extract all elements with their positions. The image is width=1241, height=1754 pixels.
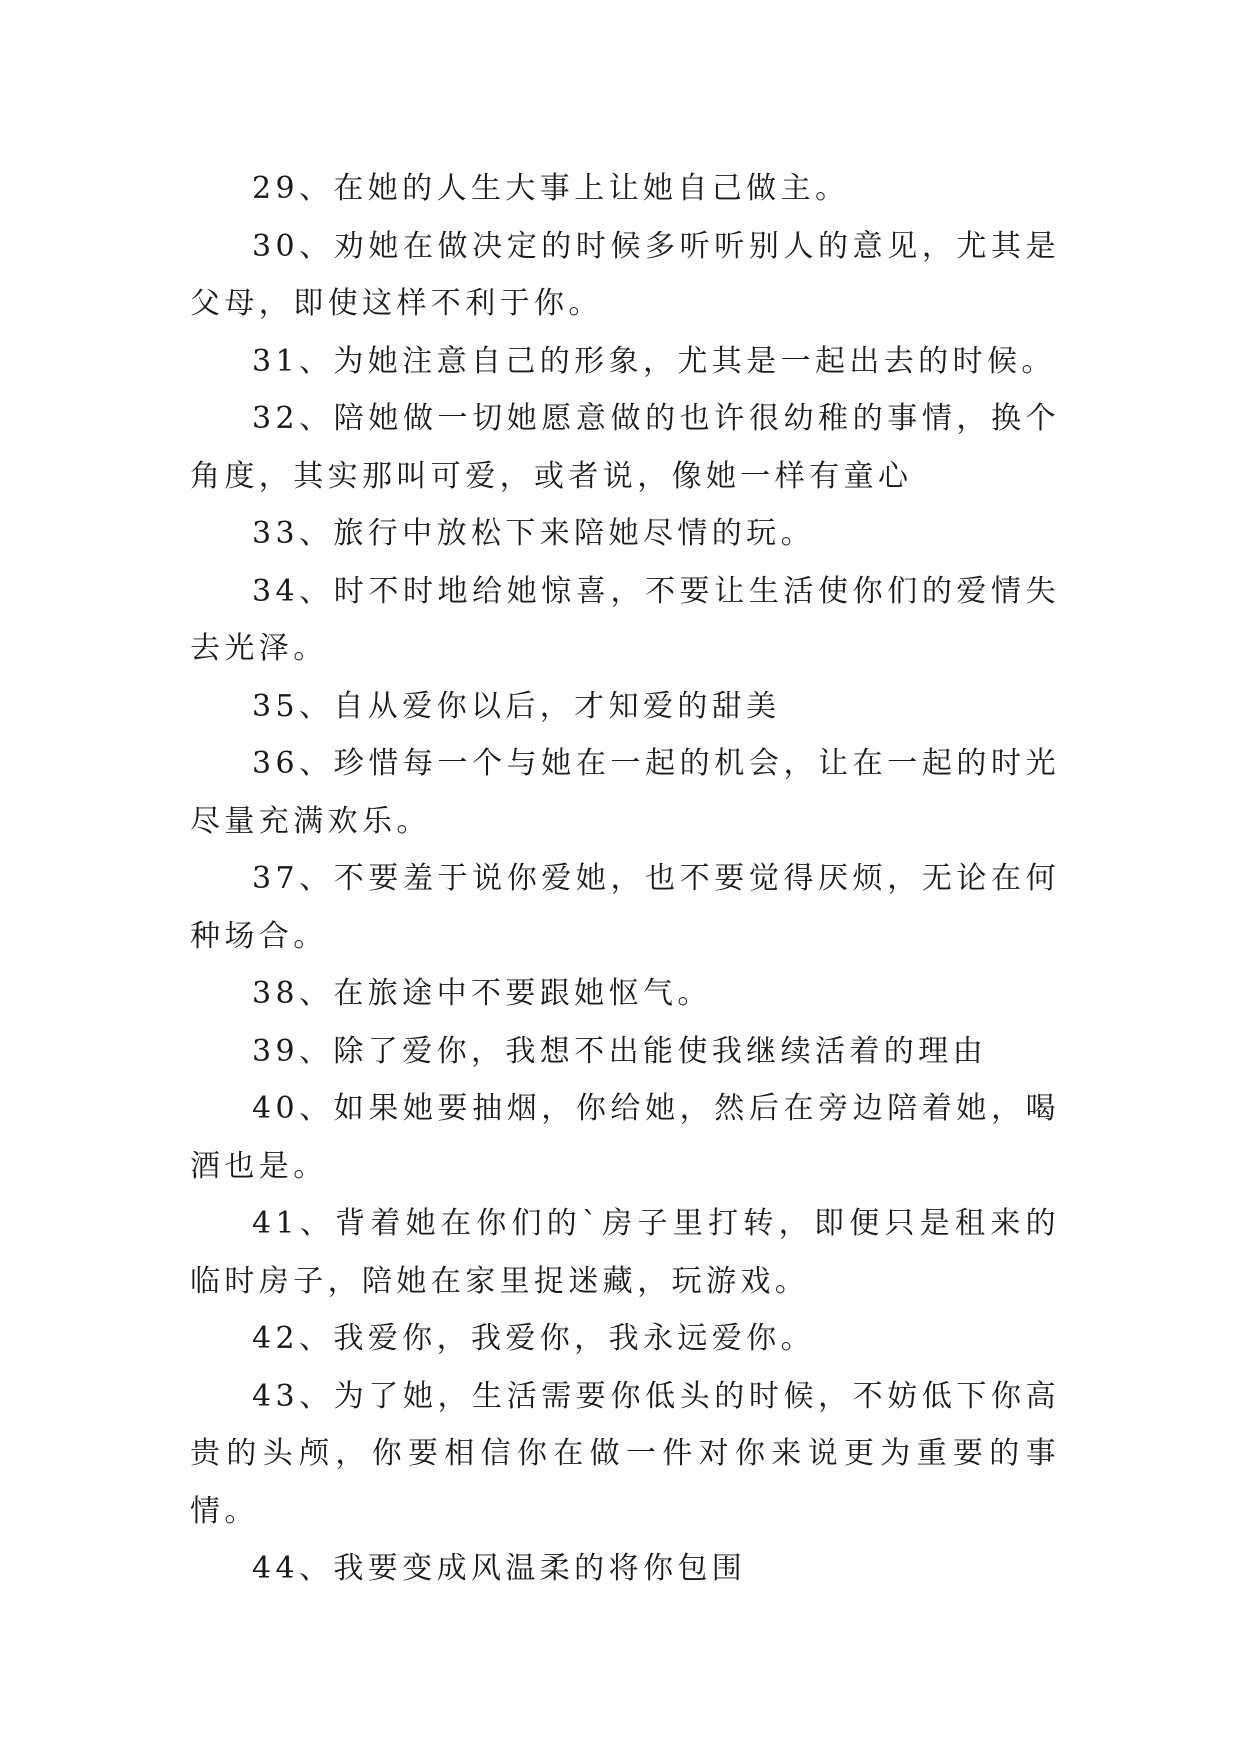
paragraph-44: 44、我要变成风温柔的将你包围 — [252, 1551, 747, 1586]
document-body — [190, 160, 1060, 1598]
paragraph-36: 36、珍惜每一个与她在一起的机会，让在一起的时光尽量充满欢乐。 — [190, 746, 1060, 839]
paragraph-34: 34、时不时地给她惊喜，不要让生活使你们的爱情失去光泽。 — [190, 573, 1060, 666]
paragraph-35: 35、自从爱你以后，才知爱的甜美 — [252, 688, 781, 724]
paragraph-29: 29、在她的人生大事上让她自己做主。 — [252, 171, 850, 206]
paragraph-43: 43、为了她，生活需要你低头的时候，不妨低下你高贵的头颅，你要相信你在做一件对你来说更为重要的事情。 — [190, 1378, 1060, 1529]
paragraph-40: 40、如果她要抽烟，你给她，然后在旁边陪着她，喝酒也是。 — [190, 1091, 1060, 1184]
paragraph-38: 38、在旅途中不要跟她怄气。 — [252, 976, 712, 1011]
paragraph-41: 41、背着她在你们的`房子里打转，即便只是租来的临时房子，陪她在家里捉迷藏，玩游戏。 — [190, 1206, 1060, 1299]
paragraph-39: 39、除了爱你，我想不出能使我继续活着的理由 — [252, 1033, 987, 1069]
paragraph-42: 42、我爱你，我爱你，我永远爱你。 — [252, 1321, 815, 1356]
paragraph-32: 32、陪她做一切她愿意做的也许很幼稚的事情，换个角度，其实那叫可爱，或者说，像她一样有童心 — [190, 401, 1060, 494]
paragraph-30: 30、劝她在做决定的时候多听听别人的意见，尤其是父母，即使这样不利于你。 — [190, 228, 1060, 321]
paragraph-31: 31、为她注意自己的形象，尤其是一起出去的时候。 — [252, 343, 1056, 379]
paragraph-37: 37、不要羞于说你爱她，也不要觉得厌烦，无论在何种场合。 — [190, 861, 1060, 954]
paragraph-33: 33、旅行中放松下来陪她尽情的玩。 — [252, 516, 815, 551]
